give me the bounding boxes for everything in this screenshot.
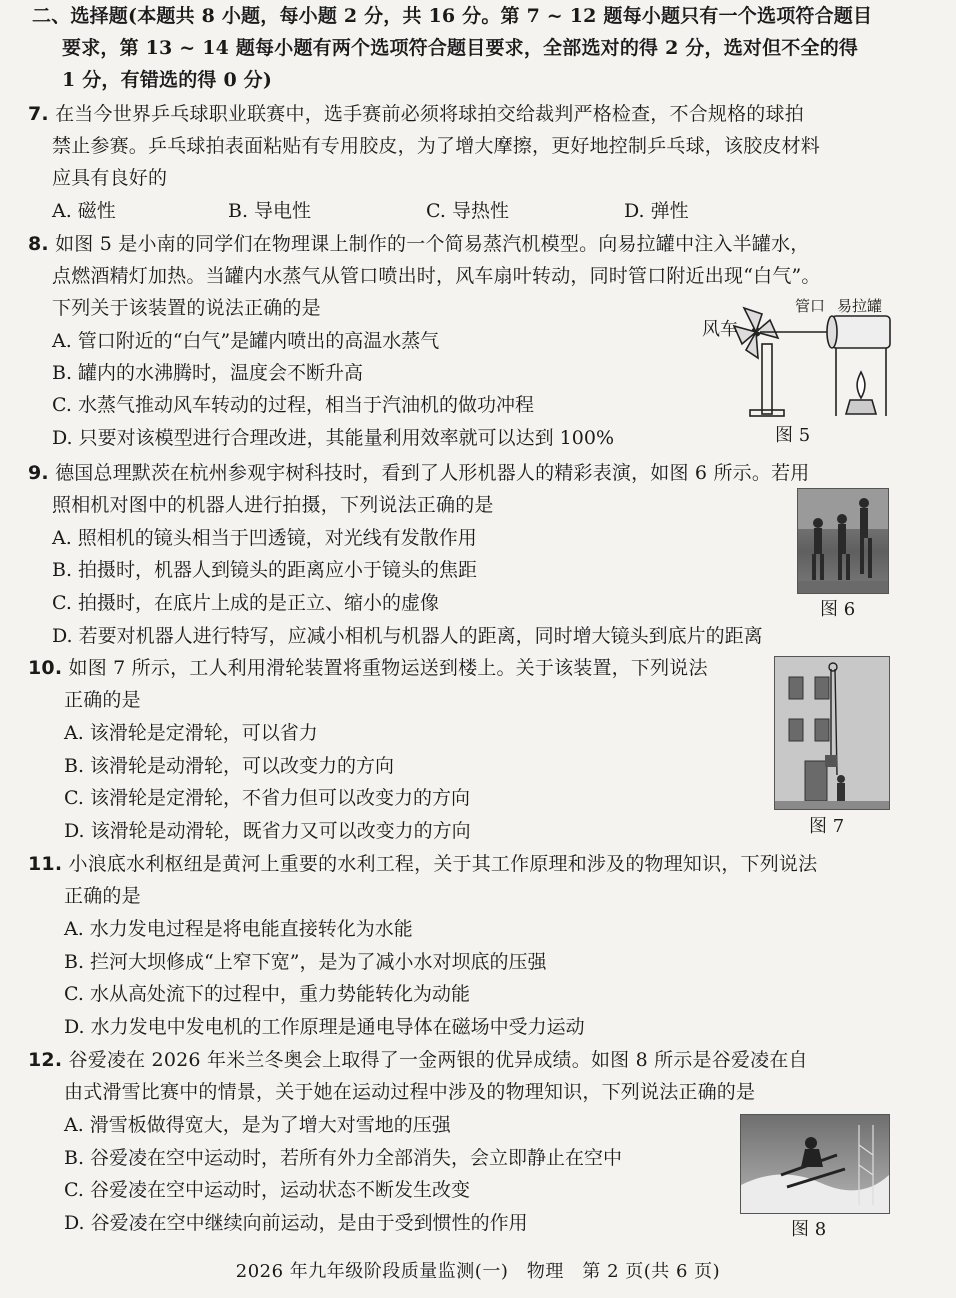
question-number: 9 — [28, 462, 42, 484]
question-number: 10 — [28, 657, 55, 679]
question-7-option-d: D. 弹性 — [624, 200, 689, 222]
question-9-option-d: D. 若要对机器人进行特写，应减小相机与机器人的距离，同时增大镜头到底片的距离 — [52, 625, 763, 647]
question-11-stem-line-1: 11. 小浪底水利枢纽是黄河上重要的水利工程，关于其工作原理和涉及的物理知识，下列说法 — [28, 853, 818, 875]
question-12-stem-line-2: 由式滑雪比赛中的情景，关于她在运动过程中涉及的物理知识，下列说法正确的是 — [64, 1081, 756, 1103]
question-number: 11 — [28, 853, 55, 875]
question-10-option-c: C. 该滑轮是定滑轮，不省力但可以改变力的方向 — [64, 787, 470, 809]
question-11-stem-line-2: 正确的是 — [64, 885, 141, 907]
question-8-option-b: B. 罐内的水沸腾时，温度会不断升高 — [52, 362, 364, 384]
figure-8-caption: 图 8 — [791, 1219, 827, 1240]
question-11-option-c: C. 水从高处流下的过程中，重力势能转化为动能 — [64, 983, 470, 1005]
question-10-option-b: B. 该滑轮是动滑轮，可以改变力的方向 — [64, 755, 395, 777]
figure-6-robot-photo — [797, 488, 889, 594]
question-7-option-c: C. 导热性 — [426, 200, 509, 222]
figure-7-caption: 图 7 — [809, 816, 845, 837]
question-12-stem-line-1: 12. 谷爱凌在 2026 年米兰冬奥会上取得了一金两银的优异成绩。如图 8 所示是谷爱凌在自 — [28, 1049, 808, 1071]
question-12-option-d: D. 谷爱凌在空中继续向前运动，是由于受到惯性的作用 — [64, 1212, 528, 1234]
figure-5-caption: 图 5 — [775, 425, 811, 446]
question-11-option-b: B. 拦河大坝修成“上窄下宽”，是为了减小水对坝底的压强 — [64, 951, 547, 973]
question-10-option-a: A. 该滑轮是定滑轮，可以省力 — [64, 722, 318, 744]
question-8-option-d: D. 只要对该模型进行合理改进，其能量利用效率就可以达到 100% — [52, 427, 614, 449]
question-7-stem-line-2: 禁止参赛。乒乓球拍表面粘贴有专用胶皮，为了增大摩擦，更好地控制乒乓球，该胶皮材料 — [52, 135, 821, 157]
section-header-line-3: 1 分，有错选的得 0 分) — [62, 69, 273, 91]
question-12-option-a: A. 滑雪板做得宽大，是为了增大对雪地的压强 — [64, 1114, 451, 1136]
robot-photo-image — [798, 489, 888, 593]
figure-8-skier-photo — [740, 1114, 890, 1214]
question-9-stem-line-1: 9. 德国总理默茨在杭州参观宇树科技时，看到了人形机器人的精彩表演，如图 6 所示。若用 — [28, 462, 810, 484]
question-9-stem-line-2: 照相机对图中的机器人进行拍摄，下列说法正确的是 — [52, 494, 494, 516]
question-12-option-c: C. 谷爱凌在空中运动时，运动状态不断发生改变 — [64, 1179, 470, 1201]
question-number: 8 — [28, 233, 42, 255]
question-9-option-c: C. 拍摄时，在底片上成的是正立、缩小的虚像 — [52, 592, 439, 614]
question-8-stem-line-3: 下列关于该装置的说法正确的是 — [52, 297, 321, 319]
question-7-stem-line-1: 7. 在当今世界乒乓球职业联赛中，选手赛前必须将球拍交给裁判严格检查，不合规格的球拍 — [28, 103, 804, 125]
question-12-option-b: B. 谷爱凌在空中运动时，若所有外力全部消失，会立即静止在空中 — [64, 1147, 623, 1169]
question-9-option-a: A. 照相机的镜头相当于凹透镜，对光线有发散作用 — [52, 527, 477, 549]
question-8-option-a: A. 管口附近的“白气”是罐内喷出的高温水蒸气 — [52, 330, 440, 352]
question-8-stem-line-1: 8. 如图 5 是小南的同学们在物理课上制作的一个简易蒸汽机模型。向易拉罐中注入半罐水， — [28, 233, 810, 255]
figure-5-label-can: 易拉罐 — [837, 297, 883, 315]
question-number: 7 — [28, 103, 42, 125]
pulley-building-image — [775, 657, 889, 809]
figure-5-label-windmill: 风车 — [702, 319, 738, 340]
figure-6-caption: 图 6 — [820, 599, 856, 620]
page-footer: 2026 年九年级阶段质量监测(一) 物理 第 2 页(共 6 页) — [235, 1261, 721, 1282]
section-header-line-1: 二、选择题(本题共 8 小题，每小题 2 分，共 16 分。第 7 ~ 12 题每小题只有一个选项符合题目 — [32, 5, 873, 27]
question-11-option-d: D. 水力发电中发电机的工作原理是通电导体在磁场中受力运动 — [64, 1016, 585, 1038]
figure-7-pulley-photo — [774, 656, 890, 810]
question-10-option-d: D. 该滑轮是动滑轮，既省力又可以改变力的方向 — [64, 820, 471, 842]
figure-5-label-nozzle: 管口 — [795, 297, 826, 315]
question-11-option-a: A. 水力发电过程是将电能直接转化为水能 — [64, 918, 413, 940]
section-header-line-2: 要求，第 13 ~ 14 题每小题有两个选项符合题目要求，全部选对的得 2 分，选对但不全的得 — [62, 37, 859, 59]
question-7-option-b: B. 导电性 — [228, 200, 312, 222]
question-10-stem-line-2: 正确的是 — [64, 689, 141, 711]
question-7-option-a: A. 磁性 — [52, 200, 116, 222]
skier-photo-image — [741, 1115, 889, 1213]
question-9-option-b: B. 拍摄时，机器人到镜头的距离应小于镜头的焦距 — [52, 559, 478, 581]
question-number: 12 — [28, 1049, 55, 1071]
question-8-stem-line-2: 点燃酒精灯加热。当罐内水蒸气从管口喷出时，风车扇叶转动，同时管口附近出现“白气”。 — [52, 265, 821, 287]
question-7-stem-line-3: 应具有良好的 — [52, 167, 168, 189]
question-8-option-c: C. 水蒸气推动风车转动的过程，相当于汽油机的做功冲程 — [52, 394, 534, 416]
question-10-stem-line-1: 10. 如图 7 所示，工人利用滑轮装置将重物运送到楼上。关于该装置，下列说法 — [28, 657, 708, 679]
